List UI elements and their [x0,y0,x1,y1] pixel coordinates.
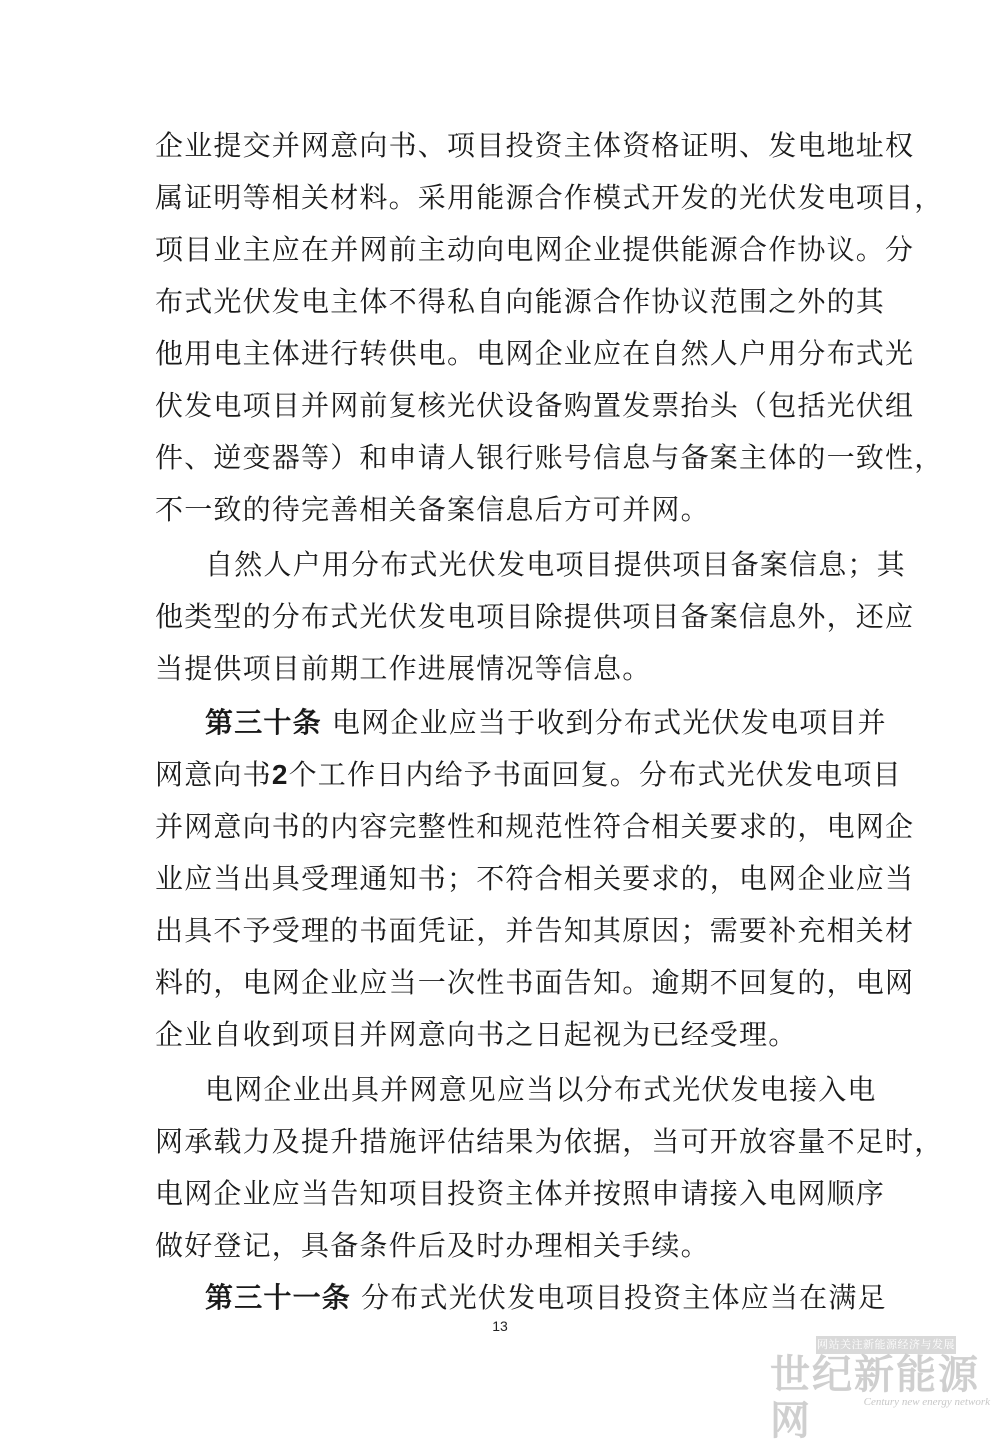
paragraph-line: 电网企业出具并网意见应当以分布式光伏发电接入电 [205,1073,877,1106]
paragraph-line: 并网意向书的内容完整性和规范性符合相关要求的，电网企 [155,810,915,843]
paragraph-text: 个工作日内给予书面回复。分布式光伏发电项目 [288,758,902,791]
paragraph-text: 分布式光伏发电项目投资主体应当在满足 [361,1281,887,1314]
watermark-logo: 世纪新能源网 [770,1351,980,1444]
paragraph-line: 自然人户用分布式光伏发电项目提供项目备案信息；其 [205,548,906,581]
paragraph-text: 网意向书 [155,758,272,791]
paragraph-line: 出具不予受理的书面凭证，并告知其原因；需要补充相关材 [155,914,915,947]
number-value: 2 [271,759,289,790]
paragraph-line: 业应当出具受理通知书；不符合相关要求的，电网企业应当 [155,862,915,895]
watermark-tagline: 网站关注新能源经济与发展 [816,1336,956,1354]
paragraph-line: 伏发电项目并网前复核光伏设备购置发票抬头（包括光伏组 [155,389,915,422]
paragraph-line: 做好登记，具备条件后及时办理相关手续。 [155,1229,710,1262]
paragraph-line: 电网企业应当告知项目投资主体并按照申请接入电网顺序 [155,1177,886,1210]
paragraph-line: 不一致的待完善相关备案信息后方可并网。 [155,493,710,526]
paragraph-line: 他类型的分布式光伏发电项目除提供项目备案信息外，还应 [155,600,915,633]
page-number: 13 [492,1318,508,1334]
article-30-heading: 第三十条 [205,706,322,739]
paragraph-line: 他用电主体进行转供电。电网企业应在自然人户用分布式光 [155,337,915,370]
article-30-first-line [205,705,905,741]
paragraph-line: 属证明等相关材料。采用能源合作模式开发的光伏发电项目， [155,181,944,214]
watermark-english: Century new energy network [863,1396,990,1408]
paragraph-line [155,757,902,793]
paragraph-line: 企业自收到项目并网意向书之日起视为已经受理。 [155,1018,798,1051]
paragraph-line: 料的，电网企业应当一次性书面告知。逾期不回复的，电网 [155,966,915,999]
paragraph-line: 网承载力及提升措施评估结果为依据，当可开放容量不足时， [155,1125,944,1158]
paragraph-line: 企业提交并网意向书、项目投资主体资格证明、发电地址权 [155,129,915,162]
paragraph-text: 电网企业应当于收到分布式光伏发电项目并 [331,706,887,739]
article-31-first-line [205,1280,905,1316]
paragraph-line: 项目业主应在并网前主动向电网企业提供能源合作协议。分 [155,233,915,266]
article-31-heading: 第三十一条 [205,1281,352,1314]
paragraph-line: 布式光伏发电主体不得私自向能源合作协议范围之外的其 [155,285,886,318]
paragraph-line: 件、逆变器等）和申请人银行账号信息与备案主体的一致性， [155,441,944,474]
paragraph-line: 当提供项目前期工作进展情况等信息。 [155,652,652,685]
